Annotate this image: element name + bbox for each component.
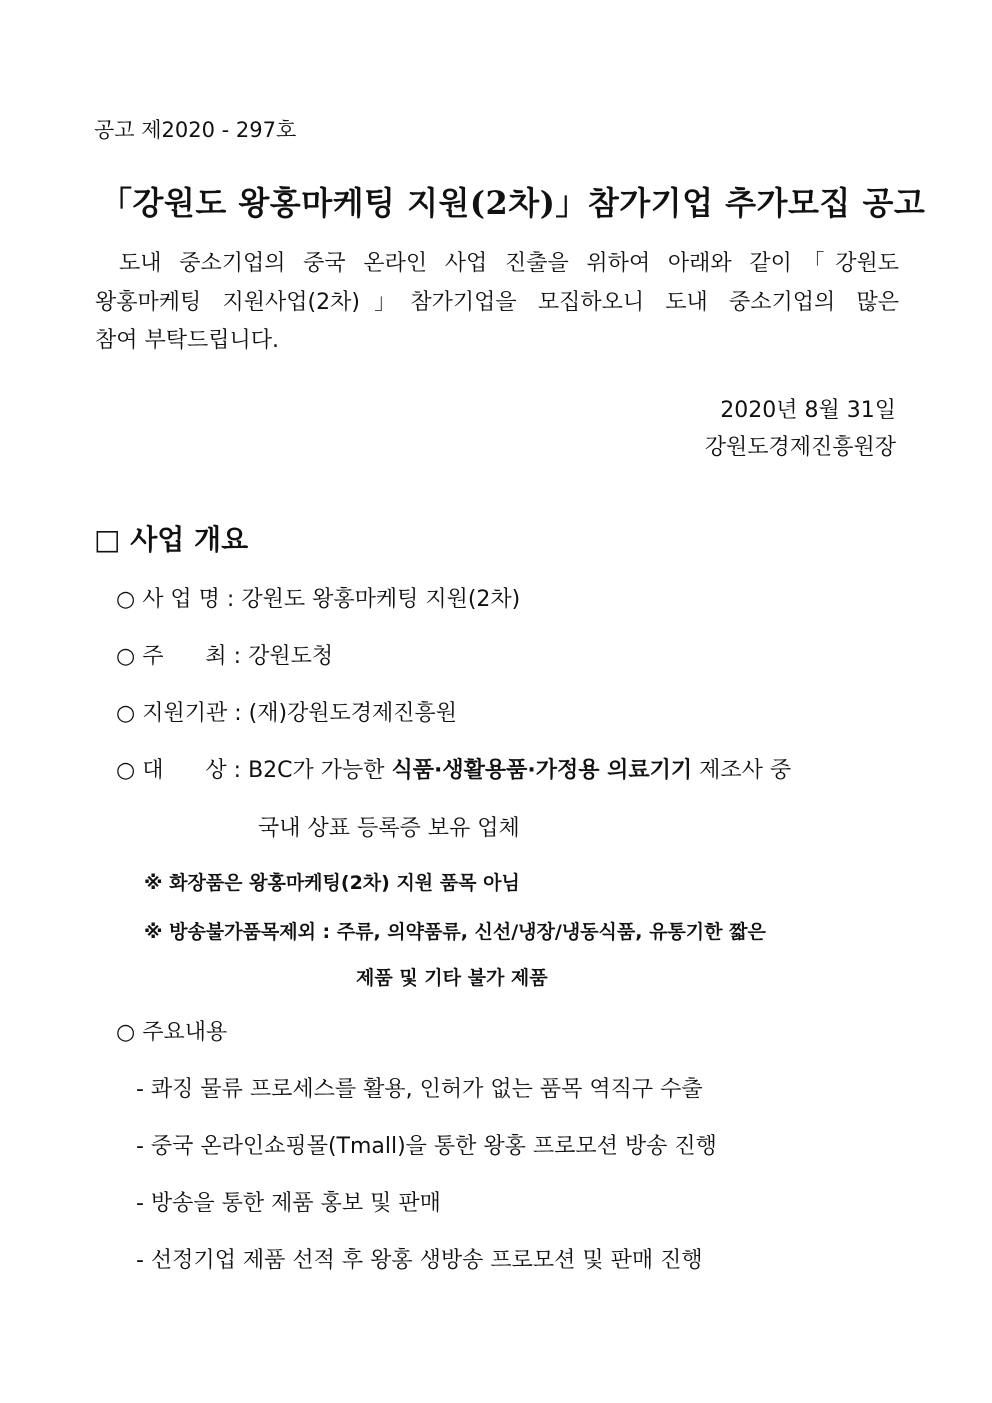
business-name-value: 강원도 왕홍마케팅 지원(2차): [241, 587, 521, 612]
notice-date: 2020년 8월 31일: [720, 398, 896, 423]
section-title: □ 사업 개요: [94, 523, 249, 556]
support-org-value: (재)강원도경제진흥원: [248, 701, 458, 726]
host-row: [116, 639, 333, 670]
note-excluded-line-2: 제품 및 기타 불가 제품: [356, 967, 548, 989]
target-line-2: 국내 상표 등록증 보유 업체: [258, 816, 520, 841]
target-bold: 식품·생활용품·가정용 의료기기: [391, 758, 693, 783]
target-label: ○ 대 상 :: [116, 758, 242, 783]
main-content-item-2: - 중국 온라인쇼핑몰(Tmall)을 통한 왕홍 프로모션 방송 진행: [136, 1134, 717, 1159]
support-org-label: ○ 지원기관 :: [116, 701, 242, 726]
business-name-label: ○ 사 업 명 :: [116, 587, 235, 612]
business-name-row: [116, 582, 520, 613]
main-content-item-3: - 방송을 통한 제품 홍보 및 판매: [136, 1191, 441, 1216]
host-label: ○ 주 최 :: [116, 644, 242, 669]
host-value: 강원도청: [248, 644, 334, 669]
intro-line-3: 참여 부탁드립니다.: [95, 328, 280, 353]
target-suffix: 제조사 중: [699, 758, 792, 783]
target-prefix: B2C가 가능한: [248, 758, 385, 783]
page-title: 「강원도 왕홍마케팅 지원(2차)」참가기업 추가모집 공고: [100, 184, 926, 222]
target-row: [116, 753, 791, 784]
note-cosmetics: ※ 화장품은 왕홍마케팅(2차) 지원 품목 아님: [144, 872, 520, 894]
support-org-row: [116, 696, 457, 727]
main-content-item-4: - 선정기업 제품 선적 후 왕홍 생방송 프로모션 및 판매 진행: [136, 1248, 703, 1273]
issuer-name: 강원도경제진흥원장: [704, 435, 896, 460]
note-excluded-line-1: ※ 방송불가품목제외 : 주류, 의약품류, 신선/냉장/냉동식품, 유통기한 짧은: [144, 921, 766, 943]
main-content-item-1: - 콰징 물류 프로세스를 활용, 인허가 없는 품목 역직구 수출: [136, 1077, 703, 1102]
intro-line-2: 왕홍마케팅 지원사업(2차)」참가기업을 모집하오니 도내 중소기업의 많은: [95, 290, 899, 315]
intro-line-1: 도내 중소기업의 중국 온라인 사업 진출을 위하여 아래와 같이「강원도: [119, 251, 899, 276]
main-content-label: ○ 주요내용: [116, 1020, 228, 1045]
notice-number: 공고 제2020 - 297호: [94, 118, 297, 142]
